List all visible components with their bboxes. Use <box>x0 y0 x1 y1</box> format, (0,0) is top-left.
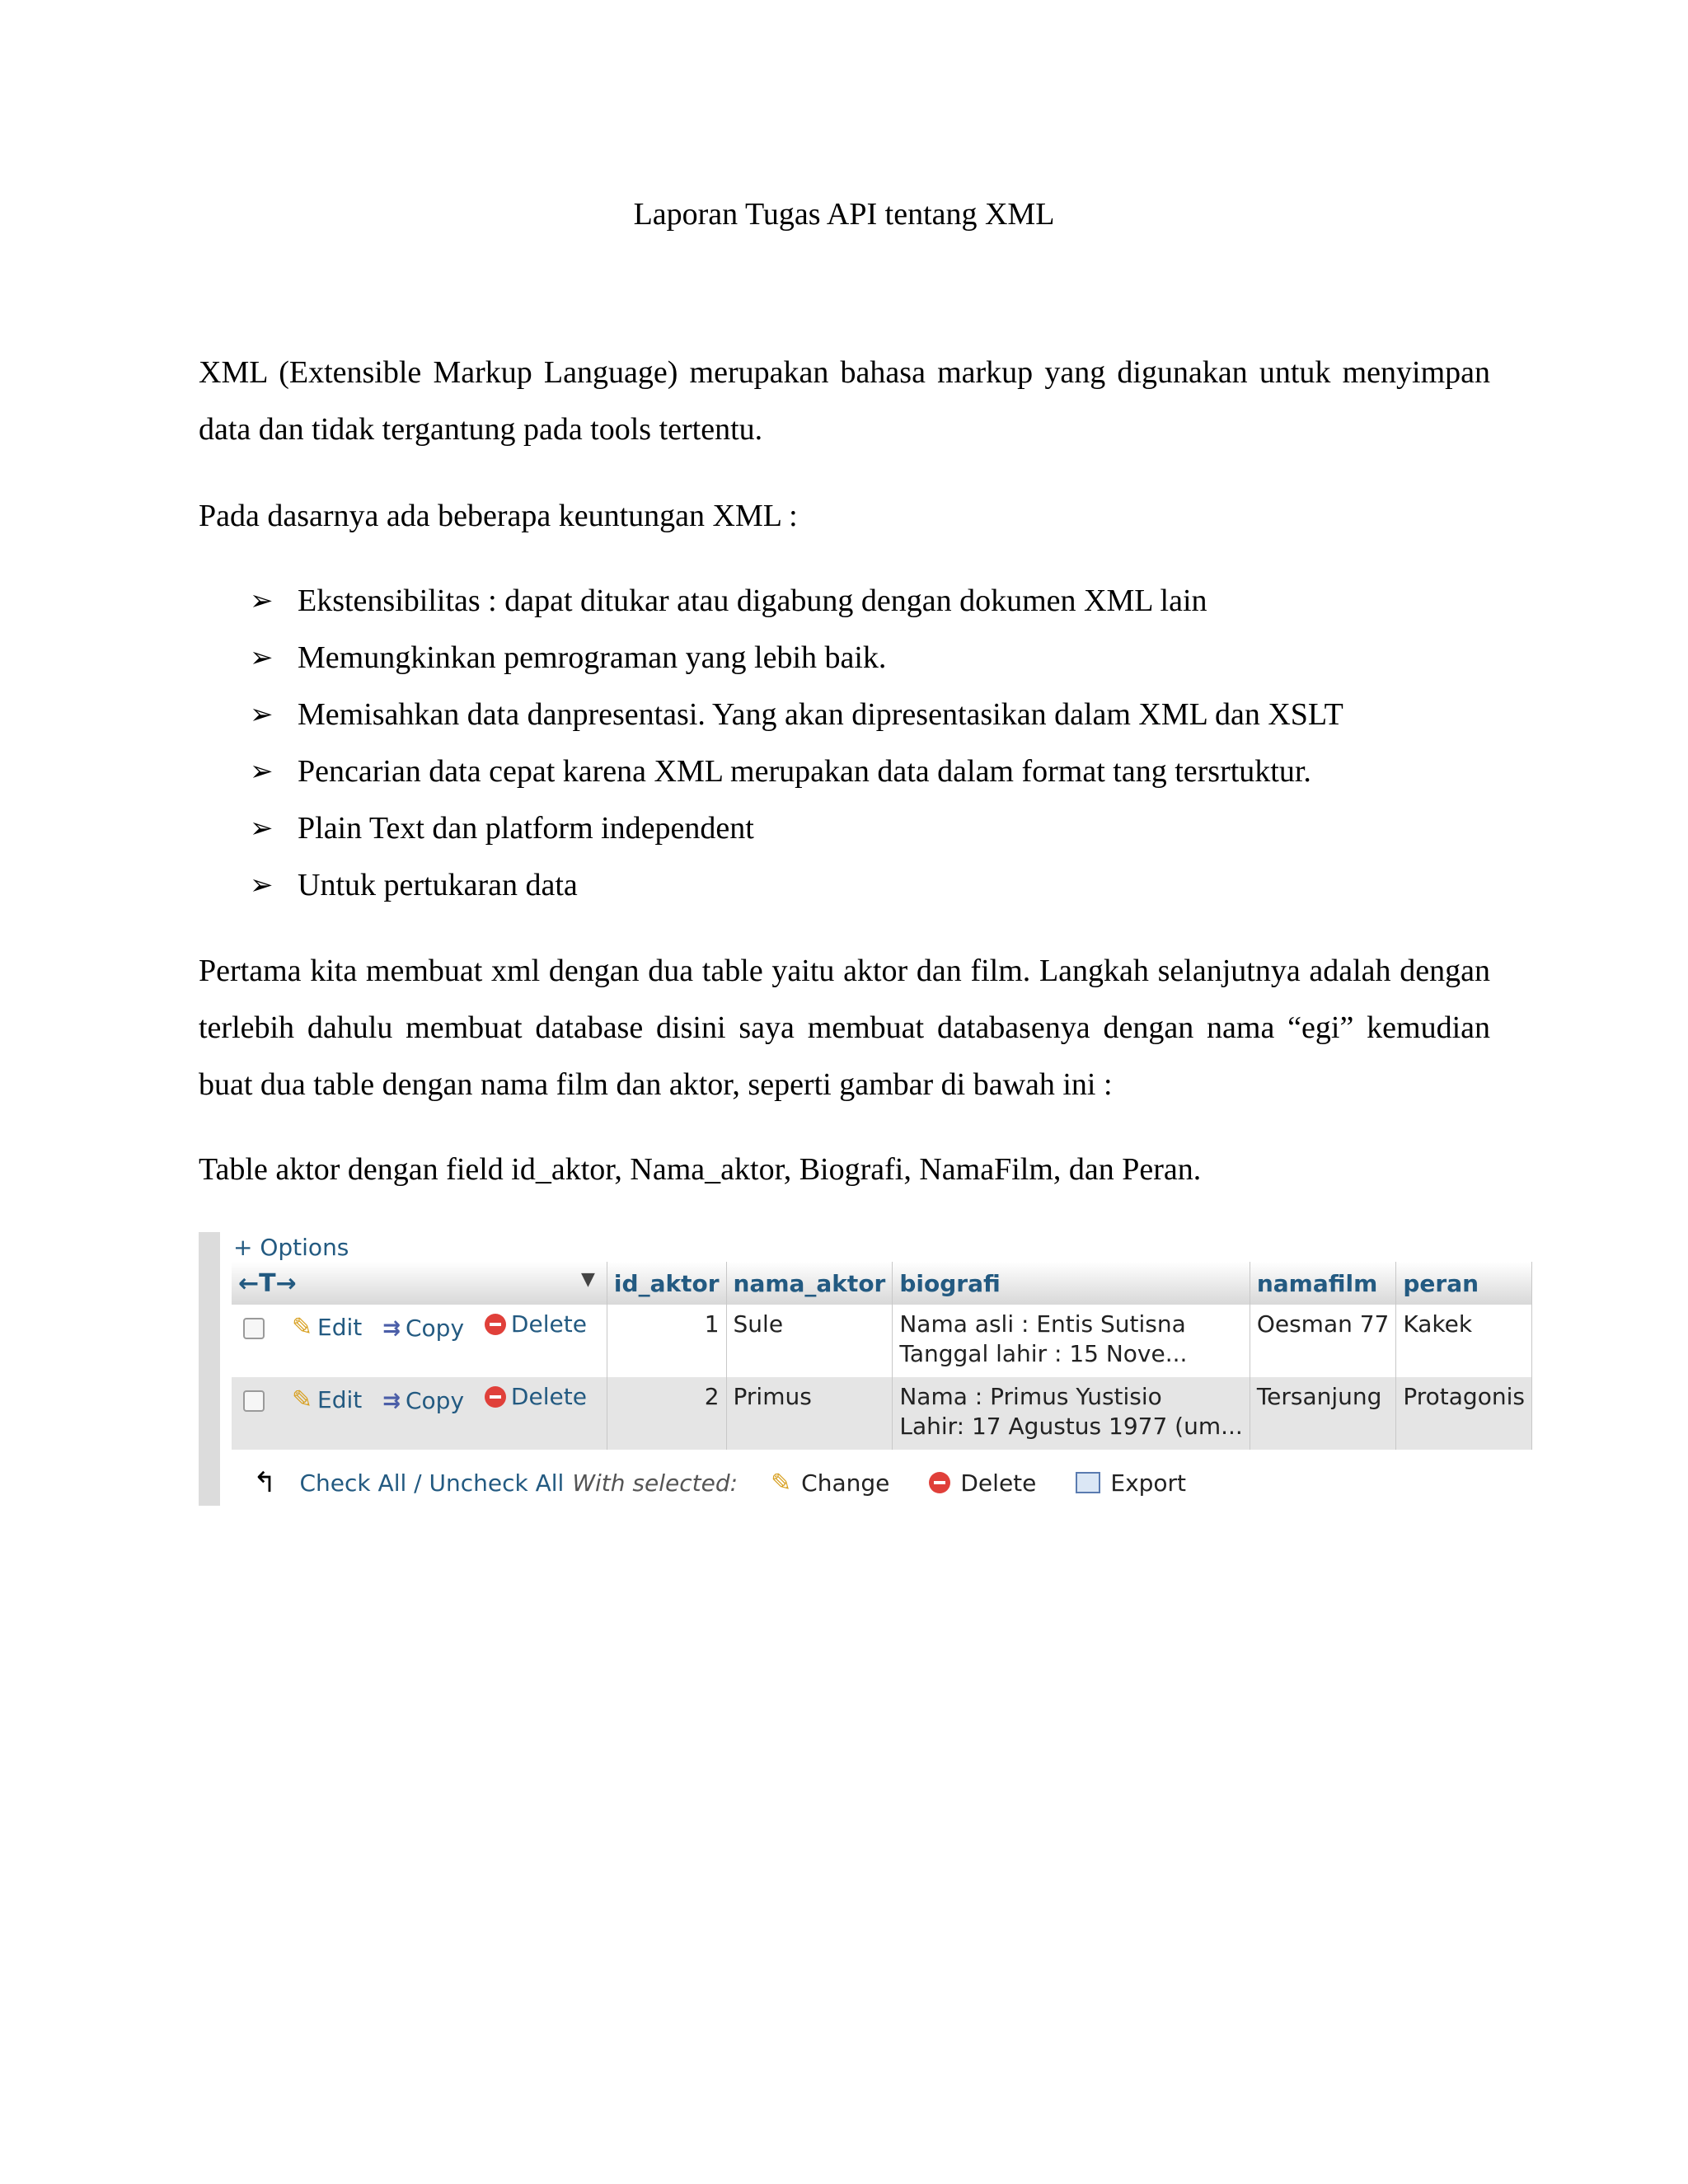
left-border <box>199 1232 220 1506</box>
list-item: ➢ Untuk pertukaran data <box>199 857 1490 914</box>
table-header-row <box>232 1262 1531 1305</box>
table-description: Table aktor dengan field id_aktor, Nama_aktor, Biografi, NamaFilm, dan Peran. <box>199 1152 1202 1187</box>
column-header[interactable]: id_aktor <box>607 1262 726 1305</box>
column-header[interactable]: biografi <box>893 1262 1250 1305</box>
column-header[interactable]: namafilm <box>1250 1262 1396 1305</box>
column-header[interactable]: peran <box>1396 1262 1532 1305</box>
column-header[interactable]: nama_aktor <box>726 1262 893 1305</box>
arrowhead-icon: ➢ <box>250 869 274 902</box>
change-button[interactable]: ✎ Change <box>771 1468 890 1497</box>
edit-button[interactable]: ✎ Edit <box>291 1385 363 1414</box>
cell-biografi: Nama : Primus Yustisio Lahir: 17 Agustus 1977 (um... <box>893 1377 1250 1450</box>
cell-namafilm: Tersanjung <box>1250 1377 1396 1450</box>
steps-paragraph: Pertama kita membuat xml dengan dua table yaitu aktor dan film. Langkah selanjutnya adalah dengan terlebih dahulu membuat database disini saya membuat databasenya dengan nama “egi” kemudian buat dua table dengan nama film dan aktor, seperti gambar di bawah ini : <box>199 954 1490 1102</box>
pencil-icon: ✎ <box>291 1385 313 1414</box>
arrowhead-icon: ➢ <box>250 698 274 731</box>
arrowhead-icon: ➢ <box>250 812 274 845</box>
arrowhead-icon: ➢ <box>250 584 274 617</box>
list-item: ➢ Plain Text dan platform independent <box>199 800 1490 857</box>
advantages-heading: Pada dasarnya ada beberapa keuntungan XML : <box>199 499 798 533</box>
delete-icon <box>485 1386 506 1408</box>
copy-button[interactable]: ⇉ Copy <box>382 1387 465 1414</box>
arrowhead-icon: ➢ <box>250 755 274 788</box>
list-item: ➢ Pencarian data cepat karena XML merupakan data dalam format tang tersrtuktur. <box>199 743 1490 800</box>
copy-button[interactable]: ⇉ Copy <box>382 1315 465 1342</box>
delete-button[interactable]: Delete <box>485 1310 587 1339</box>
arrowhead-icon: ➢ <box>250 641 274 674</box>
column-arrows-icon[interactable]: ←T→ <box>238 1268 297 1298</box>
pencil-icon: ✎ <box>291 1313 313 1342</box>
list-item: ➢ Memisahkan data danpresentasi. Yang akan dipresentasikan dalam XML dan XSLT <box>199 687 1490 743</box>
cell-id-aktor: 2 <box>607 1377 726 1450</box>
with-selected-label: With selected: <box>572 1469 738 1497</box>
delete-icon <box>485 1314 506 1335</box>
cell-nama-aktor: Primus <box>726 1377 893 1450</box>
cell-nama-aktor: Sule <box>726 1305 893 1377</box>
export-button[interactable]: Export <box>1076 1469 1186 1497</box>
cell-biografi: Nama asli : Entis Sutisna Tanggal lahir : 15 Nove... <box>893 1305 1250 1377</box>
cell-peran: Kakek <box>1396 1305 1532 1377</box>
edit-button[interactable]: ✎ Edit <box>291 1313 363 1342</box>
sort-dropdown-icon[interactable]: ▼ <box>581 1268 595 1290</box>
delete-button[interactable]: Delete <box>485 1382 587 1412</box>
page-title: Laporan Tugas API tentang XML <box>633 197 1055 232</box>
row-checkbox[interactable] <box>243 1390 265 1412</box>
cell-id-aktor: 1 <box>607 1305 726 1377</box>
copy-icon: ⇉ <box>382 1389 401 1413</box>
cell-namafilm: Oesman 77 <box>1250 1305 1396 1377</box>
table-footer <box>253 1465 1226 1501</box>
arrow-up-icon: ↰ <box>253 1466 277 1499</box>
table-row <box>232 1305 1531 1377</box>
delete-icon <box>929 1472 950 1493</box>
list-item: ➢ Memungkinkan pemrograman yang lebih baik. <box>199 630 1490 687</box>
options-link[interactable]: + Options <box>233 1234 349 1261</box>
export-icon <box>1076 1472 1100 1493</box>
row-checkbox[interactable] <box>243 1318 265 1339</box>
bulk-delete-button[interactable]: Delete <box>929 1469 1036 1497</box>
aktor-table <box>232 1262 1532 1450</box>
copy-icon: ⇉ <box>382 1316 401 1341</box>
advantages-list <box>199 573 1490 914</box>
pencil-icon: ✎ <box>771 1468 792 1497</box>
intro-paragraph: XML (Extensible Markup Language) merupakan bahasa markup yang digunakan untuk menyimpan data dan tidak tergantung pada tools tertentu. <box>199 355 1490 447</box>
cell-peran: Protagonis <box>1396 1377 1532 1450</box>
phpmyadmin-screenshot <box>199 1232 1525 1506</box>
list-item: ➢ Ekstensibilitas : dapat ditukar atau digabung dengan dokumen XML lain <box>199 573 1490 630</box>
table-row <box>232 1377 1531 1450</box>
check-all-link[interactable]: Check All / Uncheck All <box>299 1469 565 1497</box>
